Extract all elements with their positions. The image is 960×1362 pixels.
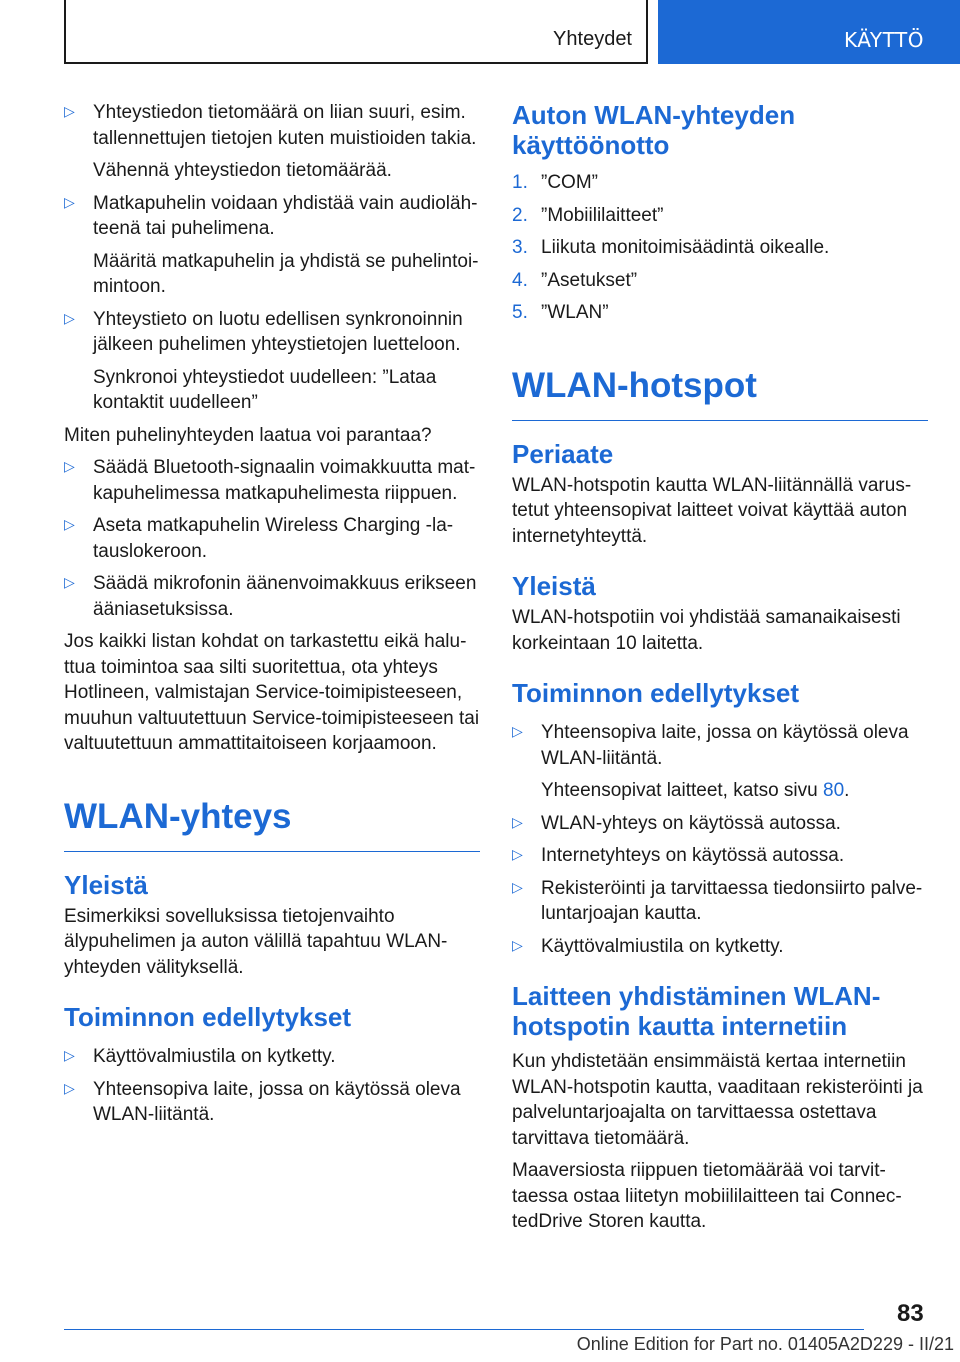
paragraph: Maaversiosta riippuen tietomäärää voi tarvittaessa ostaa liitetyn mobiililaitteen tai ConnectedDrive Storen kautta. [512, 1160, 902, 1232]
list-item-detail: Vähennä yhteystiedon tietomäärää. [93, 160, 392, 181]
section-heading: WLAN-yhteys [64, 797, 480, 852]
list-item: ▷ Käyttövalmiustila on kytketty. [512, 934, 928, 960]
section-heading: WLAN-hotspot [512, 366, 928, 421]
right-column [512, 100, 928, 1242]
step-item: 3. Liikuta monitoimisäädintä oikealle. [512, 237, 830, 258]
list-item: ▷ Säädä Bluetooth-signaalin voimakkuutta matkapuhelimessa matkapuhelimesta riippuen. [64, 457, 476, 504]
triangle-right-icon: ▷ [64, 459, 75, 475]
chapter-title: KÄYTTÖ [844, 28, 924, 52]
list-item: ▷ Rekisteröinti ja tarvittaessa tiedonsiirto palveluntarjoajan kautta. [512, 877, 923, 924]
section-title: Yhteydet [553, 28, 632, 50]
header-box [64, 0, 648, 64]
list-item: ▷ Matkapuhelin voidaan yhdistää vain audiolähteenä tai puhelimena. [64, 192, 478, 239]
step-item: 2. ”Mobiililaitteet” [512, 204, 664, 226]
list-item-detail: Yhteensopivat laitteet, katso sivu 80. [541, 780, 850, 801]
step-item: 5. ”WLAN” [512, 302, 609, 323]
triangle-right-icon: ▷ [64, 310, 75, 327]
triangle-right-icon: ▷ [64, 1048, 75, 1064]
paragraph: Jos kaikki listan kohdat on tarkastettu eikä haluttua toimintoa saa silti suoritettua, ota yhteys Hotlineen, valmistajan Service-toimipisteeseen, muuhun valtuutettuun Service-toimipisteeseen tai valtuutettuun ammattitaitoiseen korjaamoon. [64, 631, 480, 754]
list-item-detail: Määritä matkapuhelin ja yhdistä se puhelintoimintoon. [93, 250, 479, 297]
triangle-right-icon: ▷ [512, 879, 523, 896]
step-item: 4. ”Asetukset” [512, 269, 638, 291]
subsection-heading: Laitteen yhdistäminen WLAN-hotspotin kautta internetiin [512, 981, 881, 1041]
list-item-detail: Synkronoi yhteystiedot uudelleen: ”Lataa kontaktit uudelleen” [93, 366, 437, 413]
list-item: ▷ Yhteystieto on luotu edellisen synkronoinnin jälkeen puhelimen yhteystietojen luetteloon. [64, 308, 463, 355]
subsection-heading: Periaate [512, 438, 614, 469]
list-item: ▷ Säädä mikrofonin äänenvoimakkuus erikseen ääniasetuksissa. [64, 573, 477, 620]
list-item: ▷ Aseta matkapuhelin Wireless Charging -latauslokeroon. [64, 515, 454, 562]
list-item: ▷ Internetyhteys on käytössä autossa. [512, 843, 928, 869]
paragraph: Kun yhdistetään ensimmäistä kertaa internetiin WLAN-hotspotin kautta, vaaditaan rekisteröinti ja palveluntarjoajalta on tarvittaessa ostettava tarvittava tietomäärä. [512, 1051, 923, 1149]
footer-divider [64, 1329, 864, 1330]
triangle-right-icon: ▷ [512, 724, 523, 740]
step-item: 1. ”COM” [512, 172, 598, 193]
paragraph: WLAN-hotspotin kautta WLAN-liitännällä varustetut yhteensopivat laitteet voivat käyttää auton internetyhteyttä. [512, 474, 912, 547]
list-item: ▷ Yhteensopiva laite, jossa on käytössä oleva WLAN-liitäntä. [64, 1078, 461, 1125]
subsection-heading: Auton WLAN-yhteyden käyttöönotto [512, 100, 796, 160]
list-item: ▷ Yhteystiedon tietomäärä on liian suuri, esim. tallennettujen tietojen kuten muistioiden takia. [64, 102, 477, 149]
paragraph: Miten puhelinyhteyden laatua voi parantaa? [64, 424, 432, 446]
triangle-right-icon: ▷ [512, 814, 523, 831]
triangle-right-icon: ▷ [64, 1080, 75, 1097]
paragraph: WLAN-hotspotiin voi yhdistää samanaikaisesti korkeintaan 10 laitetta. [512, 607, 901, 654]
chapter-tab [658, 0, 960, 64]
subsection-heading: Yleistä [64, 869, 148, 900]
footer-edition: Online Edition for Part no. 01405A2D229 - II/21 [576, 1334, 954, 1354]
triangle-right-icon: ▷ [64, 575, 75, 591]
list-item: ▷ WLAN-yhteys on käytössä autossa. [512, 811, 928, 837]
triangle-right-icon: ▷ [64, 194, 75, 211]
page-link[interactable]: 80 [823, 780, 845, 801]
paragraph: Esimerkiksi sovelluksissa tietojenvaihto älypuhelimen ja auton välillä tapahtuu WLAN-yhteyden välityksellä. [64, 905, 448, 978]
subsection-heading: Toiminnon edellytykset [64, 1002, 352, 1032]
triangle-right-icon: ▷ [64, 104, 75, 120]
triangle-right-icon: ▷ [512, 937, 523, 954]
subsection-heading: Toiminnon edellytykset [512, 678, 800, 708]
triangle-right-icon: ▷ [64, 517, 75, 533]
left-column [64, 100, 480, 1135]
triangle-right-icon: ▷ [512, 847, 523, 863]
list-item: ▷ Käyttövalmiustila on kytketty. [64, 1044, 480, 1070]
subsection-heading: Yleistä [512, 571, 596, 601]
list-item: ▷ Yhteensopiva laite, jossa on käytössä oleva WLAN-liitäntä. [512, 722, 909, 769]
page-number: 83 [897, 1300, 924, 1327]
